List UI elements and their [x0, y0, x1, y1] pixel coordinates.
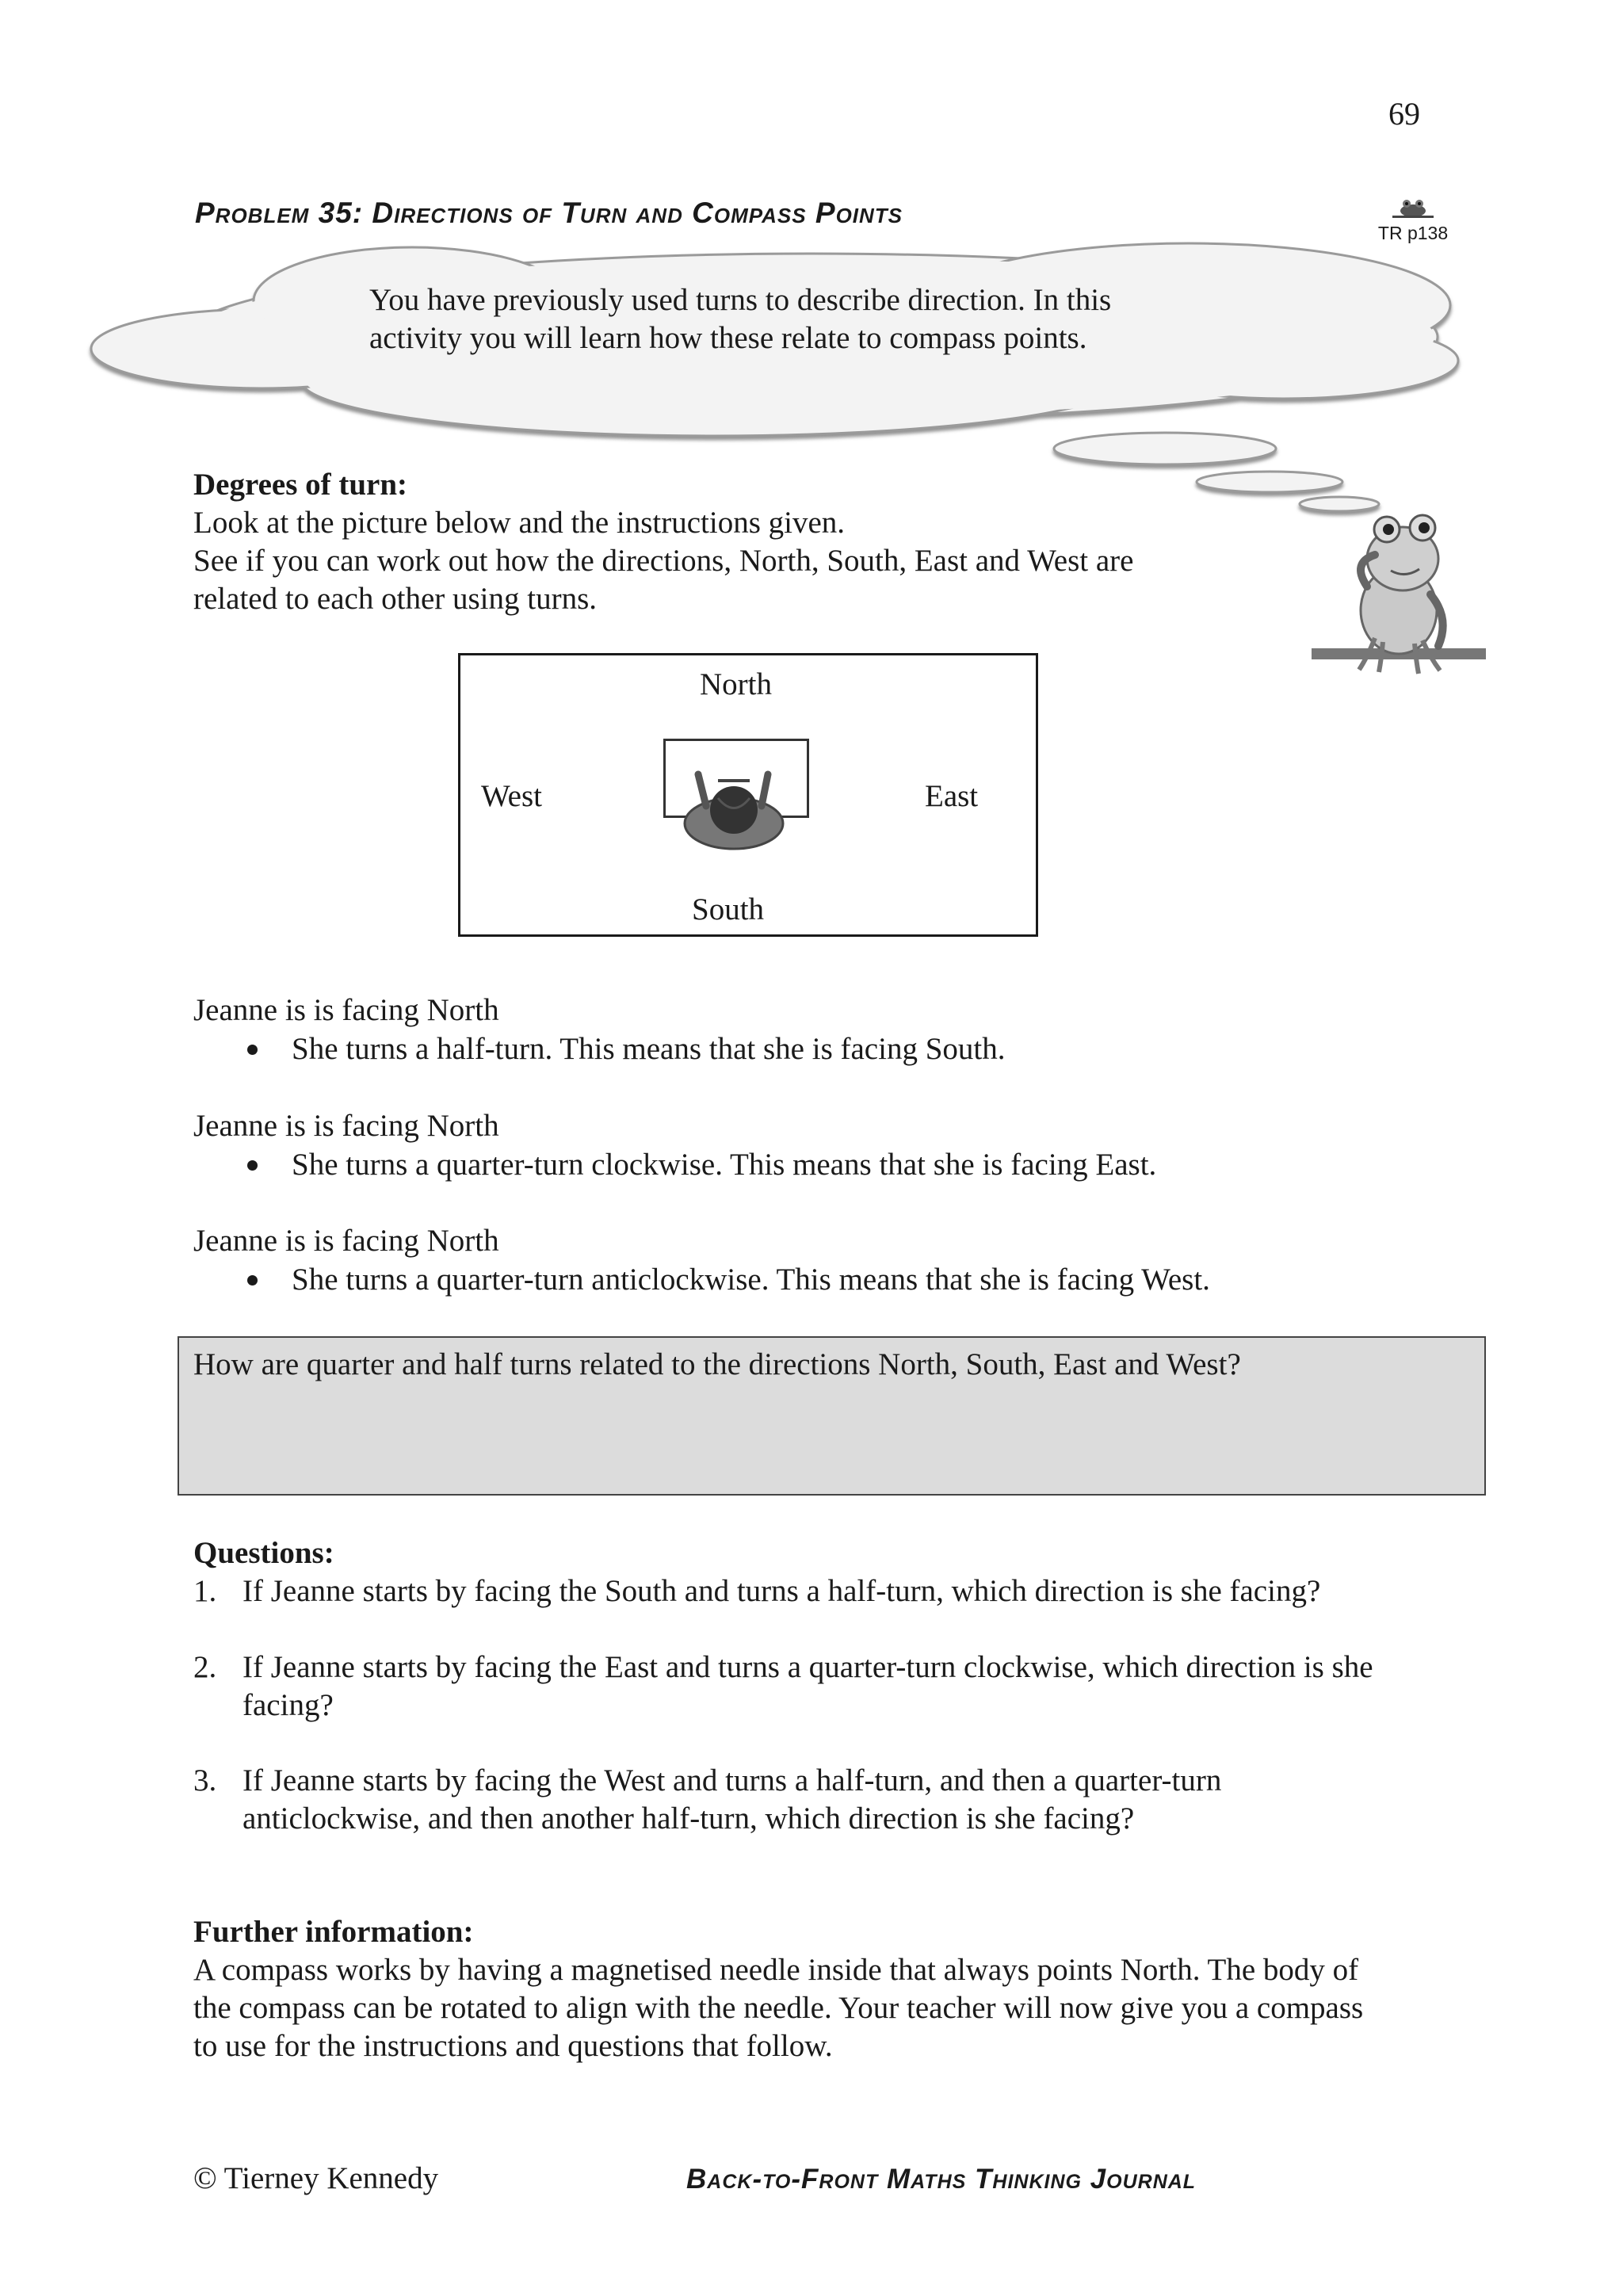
example-2-text: She turns a quarter-turn clockwise. This means that she is facing East.	[292, 1148, 1157, 1182]
footer-copyright: © Tierney Kennedy	[193, 2161, 439, 2195]
label-west: West	[481, 779, 543, 813]
label-east: East	[925, 779, 979, 813]
intro-line-2: activity you will learn how these relate to compass points.	[369, 321, 1087, 355]
intro-line-1: You have previously used turns to describe direction. In this	[369, 283, 1112, 317]
frog-illustration	[1304, 491, 1494, 682]
example-2-bullet	[292, 1146, 1156, 1184]
question-1-number: 1.	[193, 1574, 217, 1608]
example-2-facing: Jeanne is is facing North	[193, 1109, 499, 1143]
degrees-heading: Degrees of turn:	[193, 468, 408, 502]
question-2-number: 2.	[193, 1650, 217, 1684]
further-line-2: the compass can be rotated to align with the needle. Your teacher will now give you a compass	[193, 1991, 1364, 2025]
footer-journal-title: Back-to-Front Maths Thinking Journal	[686, 2164, 1197, 2195]
question-1-text: If Jeanne starts by facing the South and turns a half-turn, which direction is she facing?	[242, 1574, 1321, 1608]
question-2-text: If Jeanne starts by facing the East and turns a quarter-turn clockwise, which direction is she	[242, 1650, 1373, 1684]
label-south: South	[692, 892, 765, 926]
person-top-view-icon	[674, 758, 793, 854]
example-1-facing: Jeanne is is facing North	[193, 993, 499, 1027]
further-heading: Further information:	[193, 1915, 474, 1949]
bullet-icon	[247, 1275, 258, 1286]
bullet-icon	[247, 1160, 258, 1171]
example-3-text: She turns a quarter-turn anticlockwise. This means that she is facing West.	[292, 1263, 1210, 1297]
label-north: North	[700, 667, 772, 701]
question-3-text-cont: anticlockwise, and then another half-turn, which direction is she facing?	[242, 1801, 1135, 1836]
answer-box[interactable]	[178, 1336, 1486, 1496]
intro-text	[369, 281, 1225, 357]
degrees-line-3: related to each other using turns.	[193, 582, 597, 616]
page-title: Problem 35: Directions of Turn and Compass Points	[195, 197, 903, 229]
answer-box-prompt: How are quarter and half turns related to the directions North, South, East and West?	[193, 1347, 1241, 1381]
question-3-text: If Jeanne starts by facing the West and turns a half-turn, and then a quarter-turn	[242, 1763, 1222, 1797]
further-line-1: A compass works by having a magnetised needle inside that always points North. The body of	[193, 1953, 1359, 1987]
bullet-icon	[247, 1045, 258, 1055]
example-1-bullet	[292, 1030, 1005, 1068]
degrees-line-1: Look at the picture below and the instructions given.	[193, 506, 846, 540]
example-3-facing: Jeanne is is facing North	[193, 1224, 499, 1258]
example-3-bullet	[292, 1261, 1210, 1299]
direction-diagram	[458, 653, 1038, 937]
questions-heading: Questions:	[193, 1536, 334, 1570]
teacher-reference-label: TR p138	[1377, 223, 1449, 243]
degrees-line-2: See if you can work out how the directions, North, South, East and West are	[193, 544, 1134, 578]
question-3-number: 3.	[193, 1763, 217, 1797]
question-2-text-cont: facing?	[242, 1688, 334, 1722]
example-1-text: She turns a half-turn. This means that she is facing South.	[292, 1032, 1006, 1066]
page-number: 69	[1388, 96, 1420, 132]
further-line-3: to use for the instructions and questions that follow.	[193, 2029, 833, 2063]
